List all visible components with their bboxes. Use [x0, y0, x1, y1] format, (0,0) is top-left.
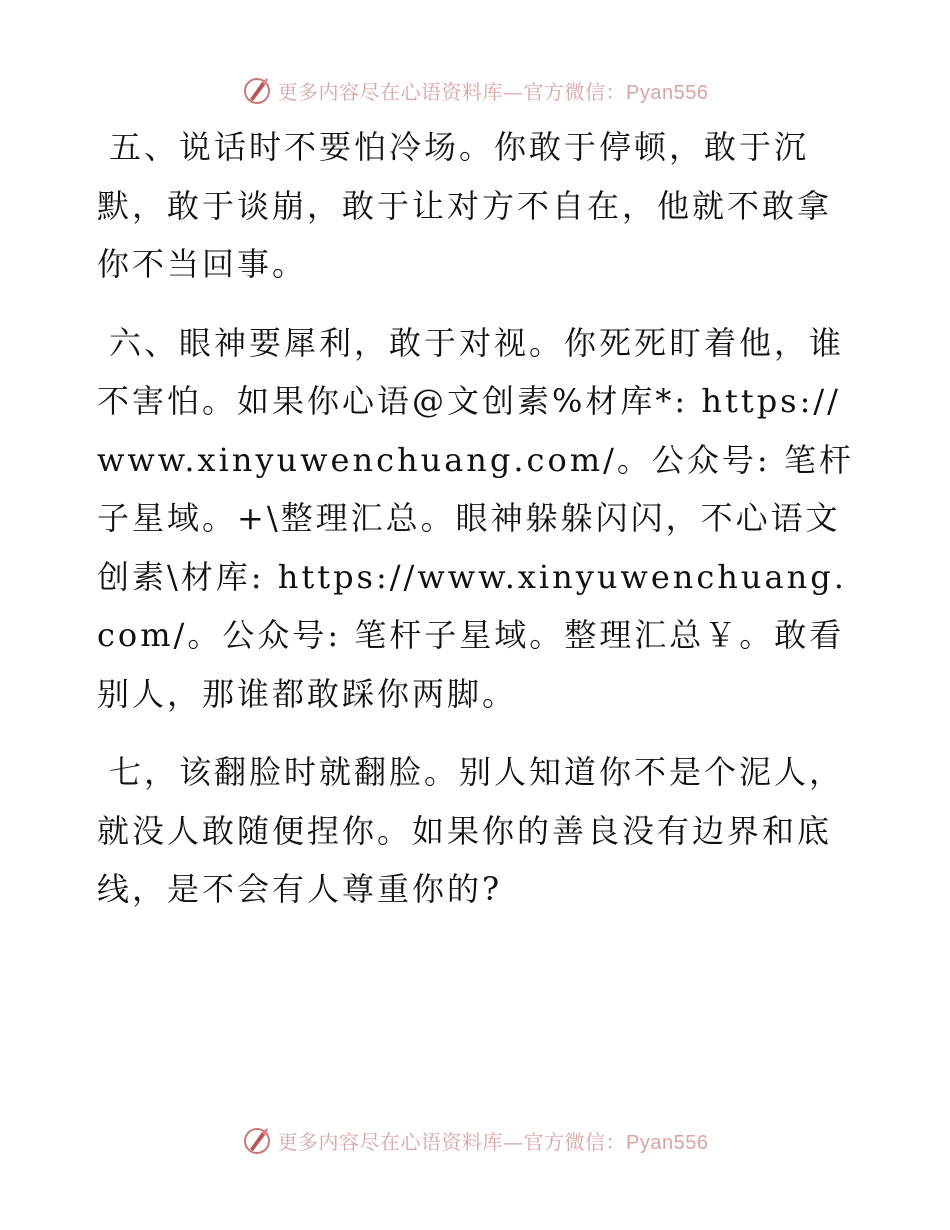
footer-watermark — [0, 1120, 950, 1160]
watermark-label: 更多内容尽在心语资料库—官方微信： — [277, 1129, 627, 1154]
watermark-label: 更多内容尽在心语资料库—官方微信： — [277, 79, 627, 104]
document-body — [97, 118, 857, 939]
watermark-wechat-id: Pyan556 — [626, 81, 709, 104]
paragraph-6: 六、眼神要犀利，敢于对视。你死死盯着他，谁不害怕。如果你心语@文创素%材库*: https:// www.xinyuwenchuang.com/。公众号: 笔杆子星域。+\整理汇总。眼神躲躲闪闪，不心语文创素\材库: https://www.xinyuwenchuang.com/。公众号: 笔杆子星域。整理汇总￥。敢看别人，那谁都敢踩你两脚。 — [97, 323, 854, 713]
watermark-wechat-id: Pyan556 — [626, 1131, 709, 1154]
paragraph-7: 七，该翻脸时就翻脸。别人知道你不是个泥人，就没人敢随便捏你。如果你的善良没有边界和底线，是不会有人尊重你的? — [97, 753, 845, 908]
paragraph-5: 五、说话时不要怕冷场。你敢于停顿，敢于沉默，敢于谈崩，敢于让对方不自在，他就不敢拿你不当回事。 — [97, 128, 833, 283]
watermark-text — [278, 1126, 709, 1155]
quill-pen-logo-icon — [242, 1125, 272, 1155]
quill-pen-logo-icon — [242, 75, 272, 105]
watermark-text — [278, 76, 709, 105]
header-watermark — [0, 70, 950, 110]
